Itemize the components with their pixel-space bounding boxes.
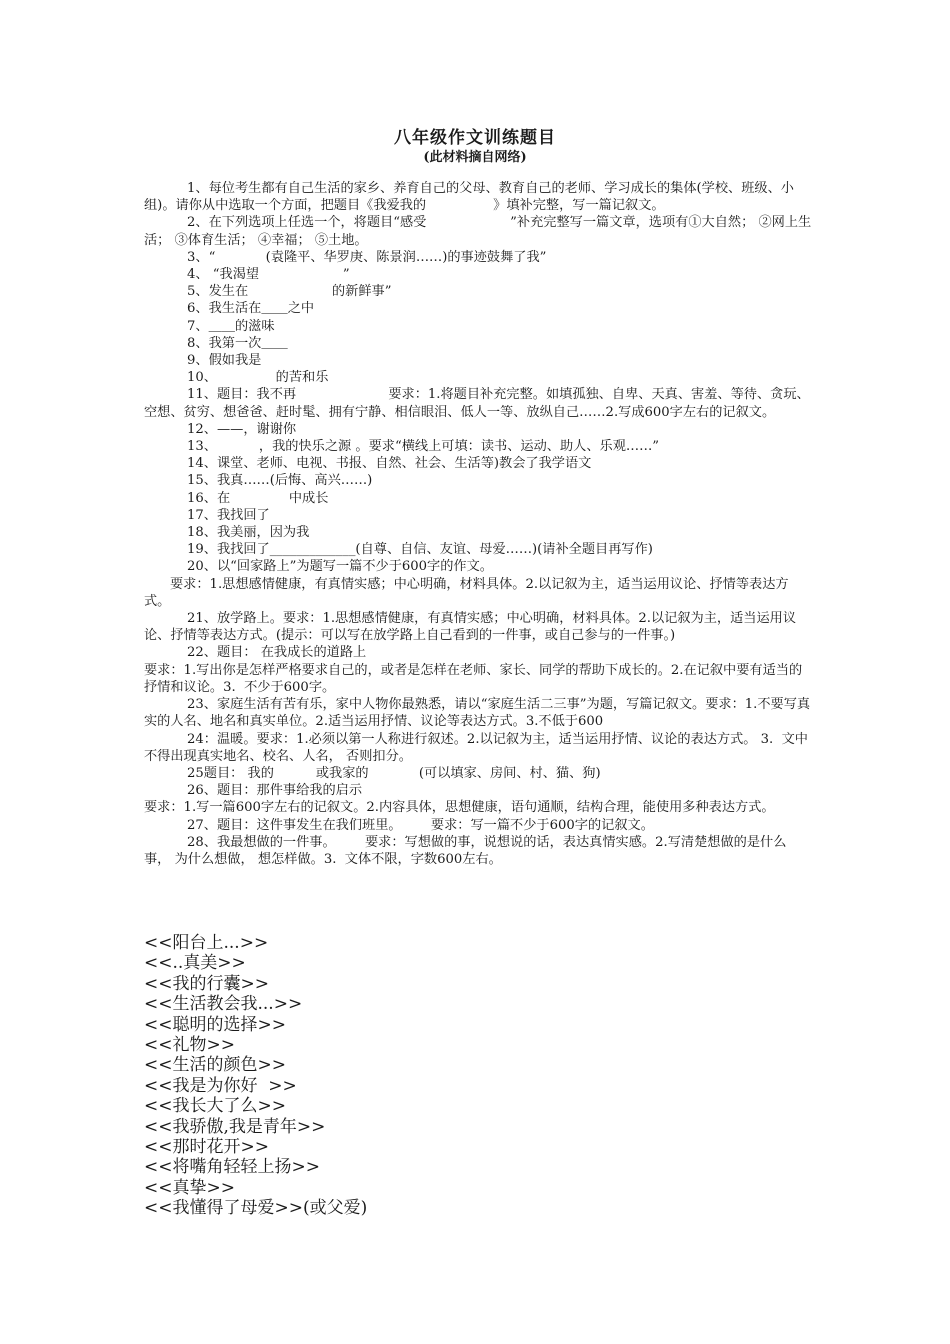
paragraph-17: 17、我找回了 [187, 507, 270, 523]
title-list-item: <<真挚>> [144, 1177, 235, 1198]
paragraph-25: 25题目： 我的 或我家的 (可以填家、房间、村、猫、狗) [187, 765, 601, 781]
title-list-item: <<生活的颜色>> [144, 1055, 286, 1076]
paragraph-24: 24：温暖。要求：1.必须以第一人称进行叙述。2.以记叙为主，适当运用抒情、议论的表达方式。 3. 文中不得出现真实地名、校名、人名， 否则扣分。 [144, 731, 808, 764]
paragraph-27: 27、题目：这件事发生在我们班里。 要求：写一篇不少于600字的记叙文。 [187, 817, 654, 833]
paragraph-10: 10、 的苦和乐 [187, 370, 329, 386]
paragraph-26: 26、题目：那件事给我的启示 [187, 783, 363, 799]
title-list-item: <<将嘴角轻轻上扬>> [144, 1157, 320, 1178]
title-list-item: <<我长大了么>> [144, 1096, 286, 1117]
paragraph-6: 6、我生活在＿＿之中 [187, 301, 315, 317]
paragraph-7: 7、＿＿的滋味 [187, 318, 275, 334]
paragraph-9: 9、假如我是 [187, 353, 262, 369]
paragraph-20-requirements: 要求：1.思想感情健康，有真情实感；中心明确，材料具体。2.以记叙为主，适当运用议论、抒情等表达方式。 [144, 576, 789, 609]
paragraph-19: 19、我找回了_____________(自尊、自信、友谊、母爱……)(请补全题目再写作) [187, 542, 653, 558]
titles-list [144, 933, 812, 1219]
paragraph-3: 3、“ (袁隆平、华罗庚、陈景润……)的事迹鼓舞了我” [187, 249, 547, 265]
document-body [144, 180, 812, 868]
title-list-item: <<那时花开>> [144, 1137, 269, 1158]
paragraph-13: 13、 ，我的快乐之源 。要求“横线上可填：读书、运动、助人、乐观……” [187, 439, 659, 455]
paragraph-4: 4、 “我渴望 ” [187, 267, 350, 283]
paragraph-21: 21、放学路上。要求：1.思想感情健康，有真情实感；中心明确，材料具体。2.以记叙为主，适当运用议论、抒情等表达方式。(提示：可以写在放学路上自己看到的一件事，或自己参与的一件事。) [144, 611, 797, 644]
paragraph-22: 22、题目： 在我成长的道路上 [187, 645, 367, 661]
title-list-item: <<我懂得了母爱>>(或父爱) [144, 1198, 368, 1219]
title-list-item: <<礼物>> [144, 1035, 235, 1056]
paragraph-23: 23、家庭生活有苦有乐，家中人物你最熟悉，请以“家庭生活二三事”为题，写篇记叙文。要求：1.不要写真实的人名、地名和真实单位。2.适当运用抒情、议论等表达方式。3.不低于600 [144, 697, 811, 730]
title-list-item: <<聪明的选择>> [144, 1014, 286, 1035]
paragraph-28: 28、我最想做的一件事。 要求：写想做的事，说想说的话，表达真情实感。2.写清楚想做的是什么事， 为什么想做， 想怎样做。3. 文体不限，字数600左右。 [144, 834, 787, 867]
paragraph-11: 11、题目：我不再 要求：1.将题目补充完整。如填孤独、自卑、天真、害羞、等待、贪玩、空想、贫穷、想爸爸、赶时髦、拥有宁静、相信眼泪、低人一等、放纵自己……2.写成600字左右的记叙文。 [144, 387, 810, 420]
paragraph-22-requirements: 要求：1.写出你是怎样严格要求自己的，或者是怎样在老师、家长、同学的帮助下成长的。2.在记叙中要有适当的抒情和议论。3. 不少于600字。 [144, 662, 803, 695]
title-list-item: <<阳台上...>> [144, 933, 269, 953]
document-subtitle: (此材料摘自网络) [423, 150, 527, 165]
paragraph-18: 18、我美丽，因为我 [187, 525, 310, 541]
paragraph-16: 16、在 中成长 [187, 490, 329, 506]
paragraph-15: 15、我真……(后悔、高兴……) [187, 473, 373, 489]
paragraph-8: 8、我第一次＿＿ [187, 335, 288, 351]
title-list-item: <<..真美>> [144, 953, 246, 974]
title-list-item: <<我骄傲,我是青年>> [144, 1116, 326, 1137]
paragraph-26-requirements: 要求：1.写一篇600字左右的记叙文。2.内容具体，思想健康，语句通顺，结构合理，能使用多种表达方式。 [144, 800, 775, 816]
title-list-item: <<生活教会我...>> [144, 994, 303, 1015]
paragraph-14: 14、课堂、老师、电视、书报、自然、社会、生活等)教会了我学语文 [187, 456, 592, 472]
paragraph-5: 5、发生在 的新鲜事” [187, 284, 392, 300]
title-list-item: <<我是为你好 >> [144, 1075, 297, 1096]
paragraph-20: 20、以“回家路上”为题写一篇不少于600字的作文。 [187, 559, 493, 575]
paragraph-12: 12、——，谢谢你 [187, 421, 297, 437]
paragraph-2: 2、在下列选项上任选一个，将题目“感受 ”补充完整写一篇文章，选项有①大自然； ②网上生活； ③体育生活； ④幸福； ⑤土地。 [144, 215, 812, 248]
paragraph-1: 1、每位考生都有自己生活的家乡、养育自己的父母、教育自己的老师、学习成长的集体(学校、班级、小组)。请你从中选取一个方面，把题目《我爱我的 》填补完整，写一篇记叙文。 [144, 181, 794, 214]
document-title: 八年级作文训练题目 [394, 128, 556, 148]
title-list-item: <<我的行囊>> [144, 973, 269, 994]
